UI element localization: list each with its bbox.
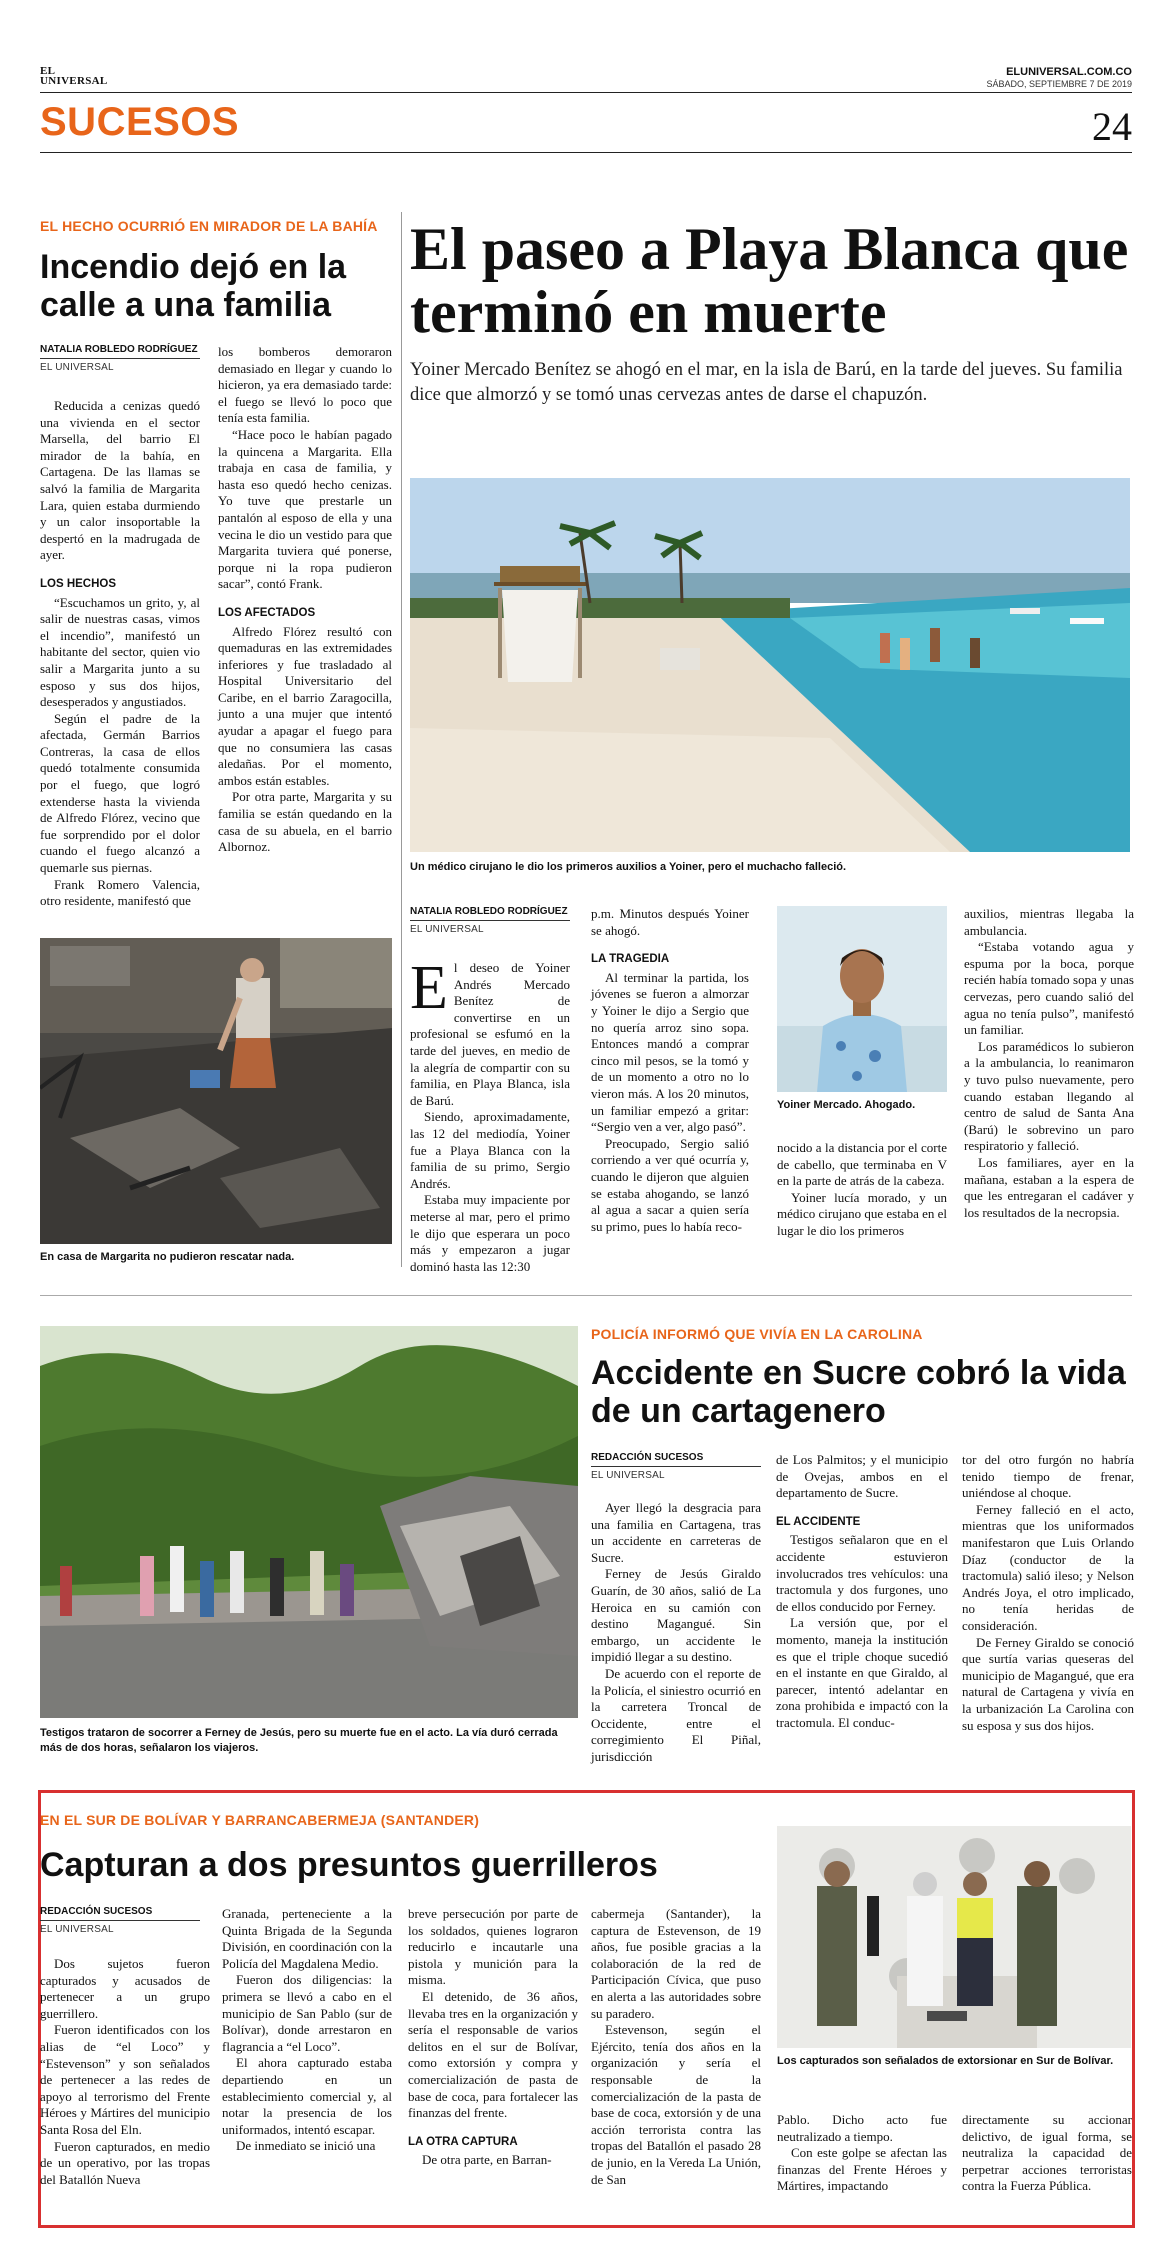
paragraph: Alfredo Flórez resultó con quemaduras en las extremidades inferiores y fue trasladado al Hospital Universitario del Caribe, en el barrio Zaragocilla, junto a una mujer que intentó ayudar a apagar el fuego para que no consumiera las casas aledañas. Por el momento, ambos están estables. [218,623,392,788]
byline-outlet: EL UNIVERSAL [410,924,484,935]
capturan-column-1 [40,1956,210,2188]
incendio-kicker: EL HECHO OCURRIÓ EN MIRADOR DE LA BAHÍA [40,218,378,234]
playa-headline[interactable]: El paseo a Playa Blanca que terminó en muerte [410,216,1129,345]
paragraph: de Los Palmitos; y el municipio de Ovejas, ambos en el departamento de Sucre. [776,1452,948,1501]
paragraph: Ferney de Jesús Giraldo Guarín, de 30 años, salió de La Heroica en su camión con destino Magangué. Sin embargo, un accidente le impidió llegar a su destino. [591,1566,761,1665]
playa-deck: Yoiner Mercado Benítez se ahogó en el mar, en la isla de Barú, en la tarde del jueves. Su familia dice que almorzó y se tomó unas cervezas antes de darse el chapuzón. [410,360,1123,405]
section-rule [40,152,1132,153]
beach-photo [410,478,1130,852]
paragraph: Al terminar la partida, los jóvenes se fueron a almorzar y Yoiner le dijo a Sergio que no quería arroz sino sopa. Entonces mandó a comprar cinco mil pesos, se la tomó y de un momento a otro no lo vieron más. A los 20 minutos, un familiar empezó a gritar: “Sergio ven a ver, algo pasó”. [591,969,749,1135]
paragraph: Ayer llegó la desgracia para una familia en Cartagena, tras un accidente en carreteras de Sucre. [591,1500,761,1565]
incendio-column-2 [218,344,392,856]
capturan-column-2 [222,1906,392,2155]
playa-column-4 [964,906,1134,1221]
accidente-column-3 [962,1452,1134,1734]
capturan-column-6 [962,2112,1132,2195]
paragraph: La versión que, por el momento, maneja la institución es que el triple choque sucedió en el instante en que Giraldo, al parecer, intentó adelantar en zona prohibida e impactó con la tractomula. El conduc- [776,1615,948,1730]
byline-rule [40,1920,200,1921]
capturan-kicker: EN EL SUR DE BOLÍVAR Y BARRANCABERMEJA (SANTANDER) [40,1812,480,1828]
paragraph: l deseo de Yoiner Andrés Mercado Benítez de convertirse en un profesional se esfumó en la tarde del jueves, en medio de la alegría de compartir con su familia, en Playa Blanca, isla de Barú. [410,960,570,1108]
byline-rule [40,358,200,359]
portrait-photo [777,906,947,1092]
accidente-photo-caption: Testigos trataron de socorrer a Ferney de Jesús, pero su muerte fue en el acto. La vía duró cerrada más de dos horas, señalaron los viajeros. [40,1727,558,1754]
paragraph: nocido a la distancia por el corte de cabello, que terminaba en V en la parte de atrás de la cabeza. [777,1140,947,1189]
accidente-kicker: POLICÍA INFORMÓ QUE VIVÍA EN LA CAROLINA [591,1326,923,1342]
logo-line2: UNIVERSAL [40,75,108,87]
capturan-photo-caption: Los capturados son señalados de extorsionar en Sur de Bolívar. [777,2055,1114,2067]
paragraph: El detenido, de 36 años, llevaba tres en la organización y sería el responsable de varios delitos en el sur de Bolívar, como extorsión y compra y comercialización de pasta de base de coca, para fortalecer las finanzas del frente. [408,1988,578,2121]
paragraph: tor del otro furgón no habría tenido tiempo de frenar, uniéndose al choque. [962,1452,1134,1501]
paragraph: El ahora capturado estaba departiendo en un establecimiento comercial y, al notar la presencia de los uniformados, intentó escapar. [222,2055,392,2137]
capturan-byline [40,1906,200,1935]
paragraph: Los paramédicos lo subieron a la ambulancia, lo reanimaron y tuvo pulso nuevamente, pero cuando estaban llegando al centro de salud de Santa Ana (Barú) le sobrevino un paro respiratorio y falleció. [964,1038,1134,1154]
arrest-photo [777,1826,1131,2048]
accidente-headline[interactable]: Accidente en Sucre cobró la vida de un cartagenero [591,1354,1126,1431]
subhead: LA OTRA CAPTURA [408,2135,518,2148]
incendio-photo-caption: En casa de Margarita no pudieron rescatar nada. [40,1251,295,1263]
paragraph: Estaba muy impaciente por meterse al mar, pero el primo le dijo que esperara un poco más y empezaron a jugar dominó hasta las 12:30 [410,1192,570,1274]
paragraph: p.m. Minutos después Yoiner se ahogó. [591,906,749,938]
issue-date: SÁBADO, SEPTIEMBRE 7 DE 2019 [986,79,1132,89]
accidente-byline [591,1452,761,1481]
byline-outlet: EL UNIVERSAL [591,1470,665,1481]
paragraph: los bomberos demoraron demasiado en llegar y cuando lo hicieron, ya era demasiado tarde: el fuego se llevó lo poco que tenía esta familia. [218,344,392,426]
subhead: LA TRAGEDIA [591,953,670,966]
incendio-byline [40,344,200,373]
paragraph: De inmediato se inició una [236,2138,376,2154]
paragraph: Siendo, aproximadamente, las 12 del mediodía, Yoiner fue a Playa Blanca con la familia de su primo, Sergio Andrés. [410,1109,570,1191]
page-number: 24 [1092,104,1132,149]
byline-author: NATALIA ROBLEDO RODRÍGUEZ [410,906,568,917]
paragraph: Testigos señalaron que en el accidente estuvieron involucrados tres vehículos: una tractomula y dos furgones, uno de ellos conducido por Ferney. [776,1532,948,1614]
paragraph: Los familiares, ayer en la mañana, estaban a la espera de que les entregaran el cadáver y los resultados de la necropsia. [964,1154,1134,1220]
byline-author: REDACCIÓN SUCESOS [40,1906,153,1917]
paragraph: De acuerdo con el reporte de la Policía, el siniestro ocurrió en la carretera Troncal de Occidente, entre el corregimiento El Piñal, jurisdicción [591,1665,761,1764]
accident-photo [40,1326,578,1718]
paragraph: Fueron capturados, en medio de un operativo, por las tropas del Batallón Nueva [40,2138,210,2187]
newspaper-logo [40,66,108,86]
paragraph: cabermeja (Santander), la captura de Estevenson, de 19 años, fue posible gracias a la colaboración de la red de Participación Cívica, que puso en alerta a las autoridades sobre su paradero. [591,1906,761,2021]
section-title: SUCESOS [40,100,240,144]
logo-line1: EL [40,65,56,77]
byline-author: NATALIA ROBLEDO RODRÍGUEZ [40,344,198,355]
paragraph: auxilios, mientras llegaba la ambulancia. [964,906,1134,938]
fire-ruins-photo [40,938,392,1244]
paragraph: “Estaba votando agua y espuma por la boca, porque recién había tomado sopa y unas cervezas, pero cuando salió del agua no tenía pulso”, manifestó un familiar. [964,939,1134,1038]
paragraph: De otra parte, en Barran- [422,2152,552,2168]
accidente-column-2 [776,1452,948,1732]
capturan-column-3 [408,1906,578,2169]
paragraph: Fueron identificados con los alias de “el Loco” y “Estevenson” y son señalados de pertenecer a las redes de apoyo al terrorismo del Frente Héroes y Mártires del municipio Santa Rosa del Eln. [40,2022,210,2137]
playa-photo-caption: Un médico cirujano le dio los primeros auxilios a Yoiner, pero el muchacho falleció. [410,861,847,873]
drop-cap: E [410,954,448,1022]
capturan-column-5 [777,2112,947,2195]
byline-rule [410,920,570,921]
header-rule [40,92,1132,93]
playa-column-2 [591,906,749,1235]
paragraph: Estevenson, según el Ejército, tenía dos años en la organización y sería el responsable de la comercialización de la pasta de base de coca, extorsión y de una acción terrorista contra las tropas del Batallón el pasado 28 de junio, en la Vereda La Unión, de San [591,2022,761,2187]
capturan-headline[interactable]: Capturan a dos presuntos guerrilleros [40,1846,658,1884]
incendio-headline[interactable]: Incendio dejó en la calle a una familia [40,248,347,325]
paragraph: Yoiner lucía morado, y un médico cirujano que estaba en el lugar le dio los primeros [777,1189,948,1238]
paragraph: Granada, perteneciente a la Quinta Brigada de la Segunda División, en coordinación con la Policía del Magdalena Medio. [222,1906,392,1971]
paragraph: Pablo. Dicho acto fue neutralizado a tiempo. [777,2112,947,2144]
subhead: LOS AFECTADOS [218,606,316,619]
subhead: LOS HECHOS [40,577,117,590]
byline-outlet: EL UNIVERSAL [40,362,114,373]
paragraph: “Hace poco le habían pagado la quincena a Margarita. Ella trabaja en casa de familia, y hasta eso quedó hecho cenizas. Yo tuve que prestarle un pantalón al esposo de ella y una vecina le dio un vestido para que Margarita tuviera qué ponerse, porque ni la ropa pudieron sacar”, contó Frank. [218,426,392,592]
paragraph: “Escuchamos un grito, y, al salir de nuestras casas, vimos el incendio”, manifestó un habitante del sector, quien vio salir a Margarita junto a su esposo y sus dos hijos, desesperados y angustiados. [40,594,200,710]
paragraph: Fueron dos diligencias: la primera se llevó a cabo en el municipio de San Pablo (sur de Bolívar), donde arrestaron en flagrancia a “el Loco”. [222,1972,392,2054]
paragraph: De Ferney Giraldo se conoció que surtía varias queseras del municipio de Magangué, que era natural de Cartagena y vivía en la urbanización La Carolina con su esposa y sus dos hijos. [962,1634,1134,1733]
playa-column-3 [777,1140,947,1240]
incendio-column-1 [40,398,200,910]
column-divider [401,212,402,1267]
article-divider [40,1295,1132,1296]
paragraph: Reducida a cenizas quedó una vivienda en el sector Marsella, del barrio El mirador de la bahía, en Cartagena. De las llamas se salvó la familia de Margarita Lara, quien estaba durmiendo y un calor insoportable la despertó en la madrugada de ayer. [40,398,200,563]
playa-byline [410,906,570,935]
paragraph: Dos sujetos fueron capturados y acusados de pertenecer a un grupo guerrillero. [40,1956,210,2021]
paragraph: Ferney falleció en el acto, mientras que los uniformados manifestaron que Luis Orlando Díaz (conductor de la tractomula) salió ileso; y Nelson Andrés Joya, el otro implicado, no tenía heridas de consideración. [962,1501,1134,1633]
portrait-caption: Yoiner Mercado. Ahogado. [777,1099,916,1111]
subhead: EL ACCIDENTE [776,1515,861,1528]
paragraph: Frank Romero Valencia, otro residente, manifestó que [40,876,200,909]
byline-rule [591,1466,761,1467]
paragraph: Según el padre de la afectada, Germán Barrios Contreras, la casa de ellos quedó totalmente consumida por el fuego, que logró extenderse hasta la vivienda de Alfredo Flórez, vecino que fue sorprendido por el dolor cuando el fuego alcanzó a quemarle sus piernas. [40,710,200,876]
byline-outlet: EL UNIVERSAL [40,1924,114,1935]
paragraph: directamente su accionar delictivo, de igual forma, se neutraliza la capacidad de perpetrar acciones terroristas contra la Fuerza Pública. [962,2112,1132,2194]
paragraph: Por otra parte, Margarita y su familia se están quedando en la casa de su abuela, en el barrio Albornoz. [218,789,392,855]
paragraph: Preocupado, Sergio salió corriendo a ver qué ocurría y, cuando le dijeron que alguien se estaba ahogando, se lanzó al agua a sacar a quien sería su primo, pues lo había reco- [591,1135,749,1234]
accidente-column-1 [591,1500,761,1766]
capturan-column-4 [591,1906,761,2188]
playa-column-1 [410,954,570,1275]
paragraph: breve persecución por parte de los soldados, quienes lograron reducirlo e incautarle una pistola y munición para la misma. [408,1906,578,1988]
paragraph: Con este golpe se afectan las finanzas del Frente Héroes y Mártires, impactando [777,2145,947,2194]
byline-author: REDACCIÓN SUCESOS [591,1452,704,1463]
site-url[interactable]: ELUNIVERSAL.COM.CO [1006,66,1132,78]
